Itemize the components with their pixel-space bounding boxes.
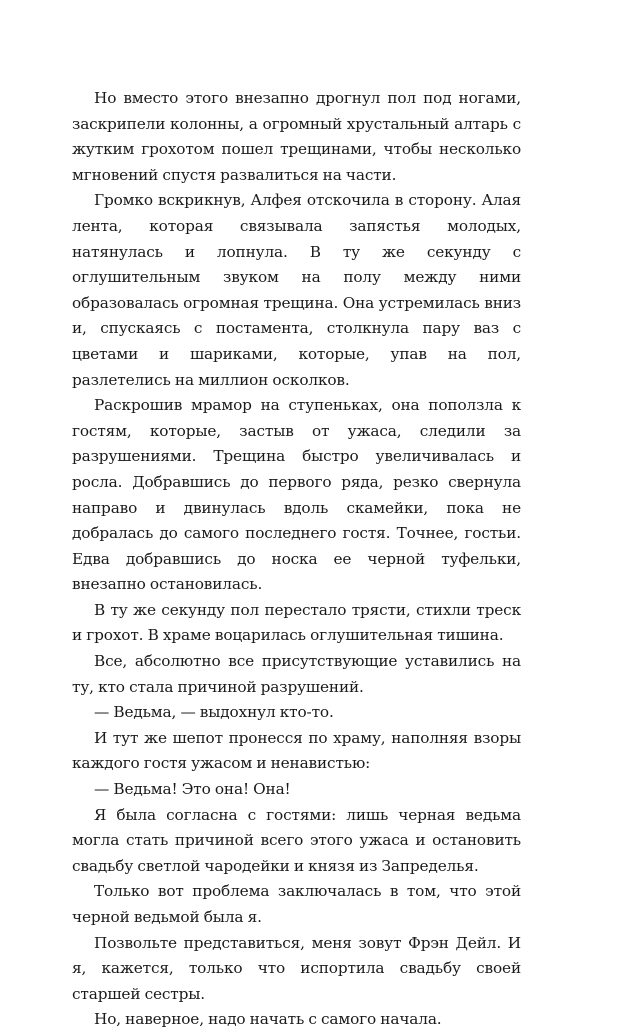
paragraph-7: И тут же шепот пронесся по храму, наполняя взоры каждого гостя ужасом и ненавистью: bbox=[72, 728, 521, 773]
paragraph-9: Я была согласна с гостями: лишь черная ведьма могла стать причиной всего этого ужаса и остановить свадьбу светлой чародейки и князя из Запределья. bbox=[72, 805, 521, 875]
paragraph-12: Но, наверное, надо начать с самого начала. bbox=[94, 1010, 442, 1029]
paragraph-8-dialogue: — Ведьма! Это она! Она! bbox=[94, 780, 291, 799]
paragraph-11: Позвольте представиться, меня зовут Фрэн Дейл. И я, кажется, только что испортила свадьбу своей старшей сестры. bbox=[72, 933, 521, 1003]
paragraph-3: Раскрошив мрамор на ступеньках, она поползла к гостям, которые, застыв от ужаса, следили за разрушениями. Трещина быстро увеличивалась и росла. Добравшись до первого ряда, резко свернула направо и двинулась вдоль скамейки, пока не добралась до самого последнего гостя. Точнее, гостьи. Едва добравшись до носка ее черной туфельки, внезапно остановилась. bbox=[72, 396, 521, 594]
paragraph-5: Все, абсолютно все присутствующие уставились на ту, кто стала причиной разрушений. bbox=[72, 652, 521, 696]
paragraph-2: Громко вскрикнув, Алфея отскочила в сторону. Алая лента, которая связывала запястья молодых, натянулась и лопнула. В ту же секунду с оглушительным звуком на полу между ними образовалась огромная трещина. Она устремилась вниз и, спускаясь с постамента, столкнула пару ваз с цветами и шариками, которые, упав на пол, разлетелись на миллион осколков. bbox=[72, 191, 521, 389]
paragraph-1: Но вместо этого внезапно дрогнул пол под ногами, заскрипели колонны, а огромный хрустальный алтарь с жутким грохотом пошел трещинами, чтобы несколько мгновений спустя развалиться на части. bbox=[72, 89, 521, 184]
paragraph-10: Только вот проблема заключалась в том, что этой черной ведьмой была я. bbox=[72, 882, 521, 926]
paragraph-6-dialogue: — Ведьма, — выдохнул кто-то. bbox=[94, 703, 334, 722]
paragraph-4: В ту же секунду пол перестало трясти, стихли треск и грохот. В храме воцарилась оглушительная тишина. bbox=[72, 600, 521, 645]
book-page-text bbox=[72, 86, 521, 1033]
